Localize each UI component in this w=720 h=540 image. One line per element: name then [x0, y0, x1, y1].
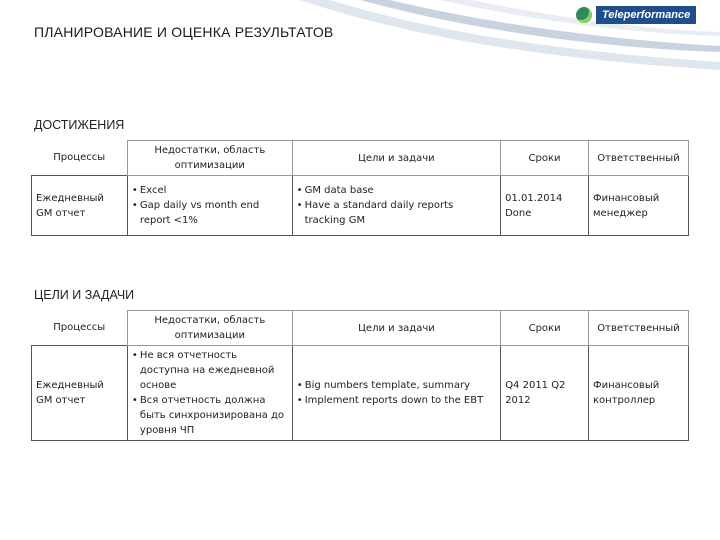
- logo-text: Teleperformance: [596, 6, 696, 24]
- process-cell: Ежедневный GM отчет: [32, 346, 128, 441]
- col-deadline: Сроки: [501, 141, 589, 176]
- col-processes: Процессы: [53, 152, 106, 164]
- goals-cell: [292, 176, 500, 236]
- list-item: • Вся отчетность должна быть синхронизирована до уровня ЧП: [132, 393, 288, 438]
- page-title: ПЛАНИРОВАНИЕ И ОЦЕНКА РЕЗУЛЬТАТОВ: [34, 24, 334, 40]
- achievements-heading: ДОСТИЖЕНИЯ: [34, 118, 125, 132]
- owner-cell: Финансовый контроллер: [589, 346, 689, 441]
- list-item: • Не вся отчетность доступна на ежедневной основе: [132, 348, 288, 393]
- goals-table: [31, 310, 689, 441]
- col-issues: Недостатки, область оптимизации: [127, 311, 292, 346]
- issues-cell: [127, 176, 292, 236]
- list-item: • Have a standard daily reports tracking GM: [297, 198, 496, 228]
- list-item: • Gap daily vs month end report <1%: [132, 198, 288, 228]
- col-processes: Процессы: [53, 322, 106, 334]
- list-item: • Big numbers template, summary: [297, 378, 496, 393]
- goals-cell: [292, 346, 500, 441]
- process-cell: Ежедневный GM отчет: [32, 176, 128, 236]
- table-header-row: [32, 311, 689, 346]
- table-row: [32, 176, 689, 236]
- table-row: [32, 346, 689, 441]
- list-item: • Implement reports down to the EBT: [297, 393, 496, 408]
- globe-icon: [576, 7, 592, 23]
- list-item: • Excel: [132, 183, 288, 198]
- deadline-cell: 01.01.2014 Done: [501, 176, 589, 236]
- achievements-table: [31, 140, 689, 236]
- col-owner: Ответственный: [589, 311, 689, 346]
- col-owner: Ответственный: [589, 141, 689, 176]
- goals-heading: ЦЕЛИ И ЗАДАЧИ: [34, 288, 135, 302]
- teleperformance-logo: [576, 6, 696, 24]
- col-goals: Цели и задачи: [292, 311, 500, 346]
- col-deadline: Сроки: [501, 311, 589, 346]
- col-goals: Цели и задачи: [292, 141, 500, 176]
- list-item: • GM data base: [297, 183, 496, 198]
- col-issues: Недостатки, область оптимизации: [127, 141, 292, 176]
- owner-cell: Финансовый менеджер: [589, 176, 689, 236]
- deadline-cell: Q4 2011 Q2 2012: [501, 346, 589, 441]
- issues-cell: [127, 346, 292, 441]
- table-header-row: [32, 141, 689, 176]
